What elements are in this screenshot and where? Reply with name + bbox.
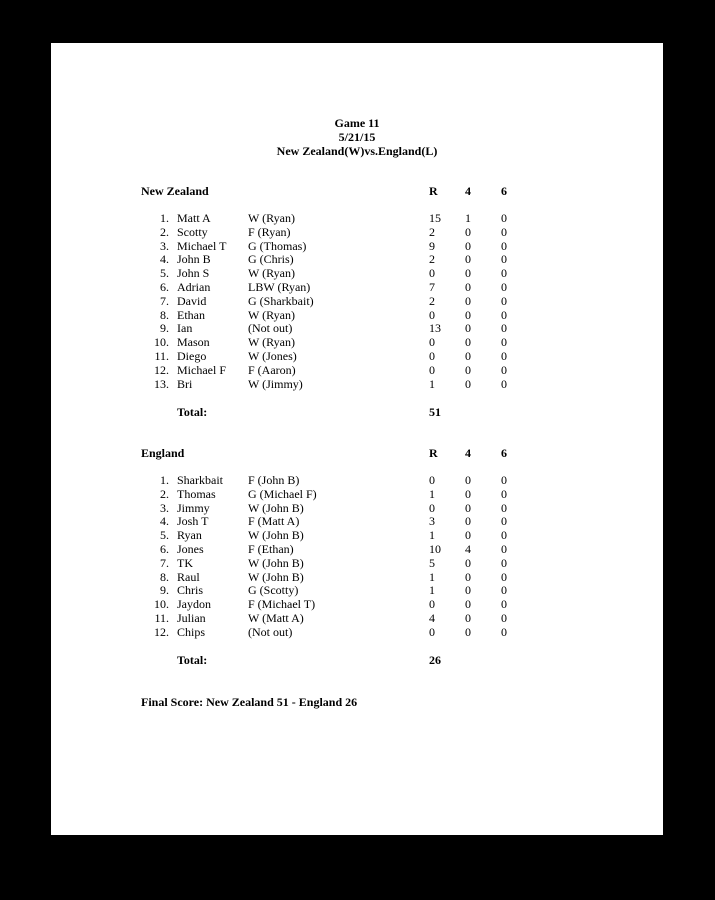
table-row — [51, 212, 663, 226]
final-score: Final Score: New Zealand 51 - England 26 — [141, 695, 358, 709]
dismissal: F (Matt A) — [248, 514, 300, 529]
runs-value: 0 — [429, 624, 435, 639]
sixes-value: 0 — [501, 279, 507, 294]
sixes-value: 0 — [501, 252, 507, 267]
sixes-value: 0 — [501, 473, 507, 487]
fours-value: 0 — [465, 348, 471, 363]
sixes-value: 0 — [501, 321, 507, 336]
dismissal: F (Aaron) — [248, 362, 296, 377]
sixes-value: 0 — [501, 500, 507, 515]
table-row — [51, 598, 663, 612]
fours-value: 0 — [465, 528, 471, 543]
batting-order: 12. — [154, 624, 169, 639]
dismissal: W (John B) — [248, 500, 304, 515]
fours-value: 0 — [465, 321, 471, 336]
batting-order: 10. — [154, 335, 169, 350]
dismissal: W (Ryan) — [248, 211, 295, 225]
player-name: Bri — [177, 376, 193, 391]
fours-value: 0 — [465, 252, 471, 267]
table-row — [51, 612, 663, 626]
player-name: Jones — [177, 541, 204, 556]
fours-value: 0 — [465, 362, 471, 377]
batting-order: 9. — [160, 321, 169, 336]
batting-order: 5. — [160, 266, 169, 281]
table-row — [51, 240, 663, 254]
fours-value: 0 — [465, 335, 471, 350]
batting-order: 6. — [160, 541, 169, 556]
game-matchup: New Zealand(W)vs.England(L) — [276, 144, 438, 158]
player-name: John S — [177, 266, 210, 281]
table-row — [51, 515, 663, 529]
dismissal: W (John B) — [248, 555, 304, 570]
sixes-value: 0 — [501, 266, 507, 281]
table-row — [51, 281, 663, 295]
runs-value: 2 — [429, 224, 435, 239]
sixes-value: 0 — [501, 224, 507, 239]
batting-order: 12. — [154, 362, 169, 377]
sixes-value: 0 — [501, 376, 507, 391]
table-row — [51, 378, 663, 392]
sixes-value: 0 — [501, 348, 507, 363]
runs-value: 0 — [429, 335, 435, 350]
runs-value: 0 — [429, 307, 435, 322]
fours-value: 1 — [465, 211, 471, 225]
batting-order: 6. — [160, 279, 169, 294]
column-header-runs: R — [429, 184, 438, 198]
batting-order: 10. — [154, 597, 169, 612]
batting-order: 13. — [154, 376, 169, 391]
batting-order: 1. — [160, 473, 169, 487]
england-total-value: 26 — [429, 653, 441, 667]
player-name: Raul — [177, 569, 200, 584]
england-total-label: Total: — [177, 653, 208, 667]
player-name: Jimmy — [177, 500, 210, 515]
sixes-value: 0 — [501, 555, 507, 570]
title-block — [51, 116, 663, 158]
section-heading-new-zealand: New Zealand — [141, 184, 209, 198]
fours-value: 0 — [465, 473, 471, 487]
runs-value: 0 — [429, 266, 435, 281]
fours-value: 0 — [465, 293, 471, 308]
sixes-value: 0 — [501, 541, 507, 556]
sixes-value: 0 — [501, 624, 507, 639]
player-name: TK — [177, 555, 193, 570]
sixes-value: 0 — [501, 514, 507, 529]
fours-value: 0 — [465, 376, 471, 391]
runs-value: 0 — [429, 473, 435, 487]
table-row — [51, 502, 663, 516]
runs-value: 0 — [429, 597, 435, 612]
player-name: Matt A — [177, 211, 211, 225]
player-name: Ian — [177, 321, 193, 336]
table-row — [51, 253, 663, 267]
game-date: 5/21/15 — [338, 130, 376, 144]
sixes-value: 0 — [501, 583, 507, 598]
runs-value: 1 — [429, 486, 435, 501]
table-row — [51, 584, 663, 598]
table-row — [51, 322, 663, 336]
table-row — [51, 226, 663, 240]
fours-value: 0 — [465, 500, 471, 515]
runs-value: 10 — [429, 541, 441, 556]
sixes-value: 0 — [501, 486, 507, 501]
batting-order: 8. — [160, 569, 169, 584]
sixes-value: 0 — [501, 362, 507, 377]
runs-value: 1 — [429, 569, 435, 584]
fours-value: 0 — [465, 555, 471, 570]
table-row — [51, 474, 663, 488]
sixes-value: 0 — [501, 610, 507, 625]
dismissal: (Not out) — [248, 321, 293, 336]
new-zealand-total-label: Total: — [177, 405, 208, 419]
dismissal: W (John B) — [248, 528, 304, 543]
new-zealand-batting-list — [51, 212, 663, 391]
table-row — [51, 309, 663, 323]
runs-value: 0 — [429, 362, 435, 377]
fours-value: 0 — [465, 224, 471, 239]
fours-value: 0 — [465, 624, 471, 639]
dismissal: W (John B) — [248, 569, 304, 584]
new-zealand-total-value: 51 — [429, 405, 441, 419]
column-header-sixes: 6 — [501, 446, 507, 460]
dismissal: F (Michael T) — [248, 597, 316, 612]
player-name: Chris — [177, 583, 204, 598]
batting-order: 11. — [154, 610, 169, 625]
fours-value: 0 — [465, 569, 471, 584]
fours-value: 0 — [465, 514, 471, 529]
table-row — [51, 350, 663, 364]
sixes-value: 0 — [501, 597, 507, 612]
batting-order: 5. — [160, 528, 169, 543]
sixes-value: 0 — [501, 569, 507, 584]
runs-value: 13 — [429, 321, 441, 336]
player-name: Ryan — [177, 528, 202, 543]
batting-order: 2. — [160, 486, 169, 501]
player-name: Scotty — [177, 224, 208, 239]
england-batting-list — [51, 474, 663, 640]
player-name: Michael F — [177, 362, 226, 377]
player-name: Josh T — [177, 514, 209, 529]
table-row — [51, 336, 663, 350]
batting-order: 7. — [160, 293, 169, 308]
table-row — [51, 295, 663, 309]
fours-value: 0 — [465, 238, 471, 253]
player-name: Diego — [177, 348, 207, 363]
table-row — [51, 543, 663, 557]
dismissal: G (Thomas) — [248, 238, 307, 253]
sixes-value: 0 — [501, 307, 507, 322]
dismissal: F (Ryan) — [248, 224, 291, 239]
runs-value: 2 — [429, 252, 435, 267]
dismissal: G (Chris) — [248, 252, 294, 267]
column-header-sixes: 6 — [501, 184, 507, 198]
dismissal: W (Jimmy) — [248, 376, 303, 391]
fours-value: 0 — [465, 597, 471, 612]
player-name: Thomas — [177, 486, 216, 501]
fours-value: 4 — [465, 541, 471, 556]
fours-value: 0 — [465, 266, 471, 281]
player-name: Michael T — [177, 238, 227, 253]
dismissal: G (Sharkbait) — [248, 293, 314, 308]
fours-value: 0 — [465, 307, 471, 322]
player-name: Adrian — [177, 279, 211, 294]
fours-value: 0 — [465, 610, 471, 625]
runs-value: 3 — [429, 514, 435, 529]
runs-value: 7 — [429, 279, 435, 294]
batting-order: 4. — [160, 514, 169, 529]
dismissal: F (Ethan) — [248, 541, 294, 556]
column-header-fours: 4 — [465, 184, 471, 198]
dismissal: G (Michael F) — [248, 486, 317, 501]
dismissal: LBW (Ryan) — [248, 279, 311, 294]
table-row — [51, 557, 663, 571]
table-row — [51, 571, 663, 585]
batting-order: 7. — [160, 555, 169, 570]
dismissal: W (Jones) — [248, 348, 297, 363]
runs-value: 0 — [429, 500, 435, 515]
runs-value: 5 — [429, 555, 435, 570]
batting-order: 8. — [160, 307, 169, 322]
player-name: David — [177, 293, 207, 308]
dismissal: W (Ryan) — [248, 307, 295, 322]
runs-value: 9 — [429, 238, 435, 253]
column-header-fours: 4 — [465, 446, 471, 460]
game-title: Game 11 — [334, 116, 380, 130]
column-header-runs: R — [429, 446, 438, 460]
runs-value: 1 — [429, 376, 435, 391]
table-row — [51, 364, 663, 378]
sixes-value: 0 — [501, 238, 507, 253]
player-name: Sharkbait — [177, 473, 223, 487]
sixes-value: 0 — [501, 335, 507, 350]
sixes-value: 0 — [501, 528, 507, 543]
runs-value: 0 — [429, 348, 435, 363]
fours-value: 0 — [465, 279, 471, 294]
player-name: John B — [177, 252, 211, 267]
fours-value: 0 — [465, 486, 471, 501]
dismissal: W (Ryan) — [248, 266, 295, 281]
batting-order: 3. — [160, 500, 169, 515]
player-name: Ethan — [177, 307, 205, 322]
player-name: Chips — [177, 624, 206, 639]
runs-value: 1 — [429, 528, 435, 543]
player-name: Julian — [177, 610, 206, 625]
dismissal: G (Scotty) — [248, 583, 299, 598]
batting-order: 9. — [160, 583, 169, 598]
section-heading-england: England — [141, 446, 185, 460]
table-row — [51, 488, 663, 502]
dismissal: (Not out) — [248, 624, 293, 639]
batting-order: 3. — [160, 238, 169, 253]
table-row — [51, 529, 663, 543]
sixes-value: 0 — [501, 293, 507, 308]
table-row — [51, 626, 663, 640]
dismissal: W (Matt A) — [248, 610, 304, 625]
dismissal: W (Ryan) — [248, 335, 295, 350]
runs-value: 2 — [429, 293, 435, 308]
table-row — [51, 267, 663, 281]
player-name: Jaydon — [177, 597, 211, 612]
runs-value: 4 — [429, 610, 435, 625]
document-page — [51, 43, 663, 835]
dismissal: F (John B) — [248, 473, 300, 487]
runs-value: 1 — [429, 583, 435, 598]
runs-value: 15 — [429, 211, 441, 225]
batting-order: 1. — [160, 211, 169, 225]
batting-order: 4. — [160, 252, 169, 267]
batting-order: 11. — [154, 348, 169, 363]
sixes-value: 0 — [501, 211, 507, 225]
batting-order: 2. — [160, 224, 169, 239]
fours-value: 0 — [465, 583, 471, 598]
player-name: Mason — [177, 335, 210, 350]
